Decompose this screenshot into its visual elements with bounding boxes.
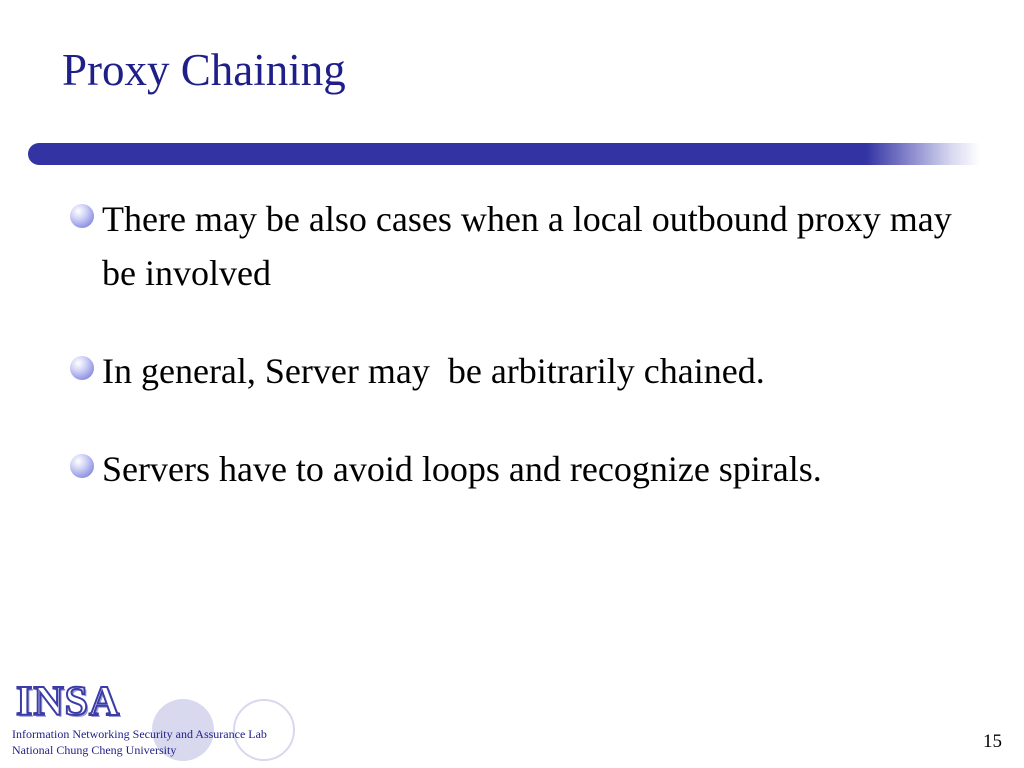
bullet-text: There may be also cases when a local outbound proxy may be involved [102, 199, 952, 293]
insa-logo: INSA [16, 679, 121, 725]
bullet-text: In general, Server may be arbitrarily chained. [102, 351, 765, 391]
bullet-text: Servers have to avoid loops and recognize spirals. [102, 449, 822, 489]
bullet-item [62, 442, 982, 496]
bullet-item [62, 344, 982, 398]
bullet-list [62, 192, 982, 496]
slide-title: Proxy Chaining [62, 45, 346, 95]
slide-number: 15 [983, 731, 1002, 752]
bullet-dot-icon [70, 204, 94, 228]
bullet-dot-icon [70, 356, 94, 380]
title-divider-bar [28, 143, 980, 165]
bullet-dot-icon [70, 454, 94, 478]
lab-name: Information Networking Security and Assurance Lab [12, 727, 267, 741]
bullet-item [62, 192, 982, 300]
university-name: National Chung Cheng University [12, 743, 177, 757]
